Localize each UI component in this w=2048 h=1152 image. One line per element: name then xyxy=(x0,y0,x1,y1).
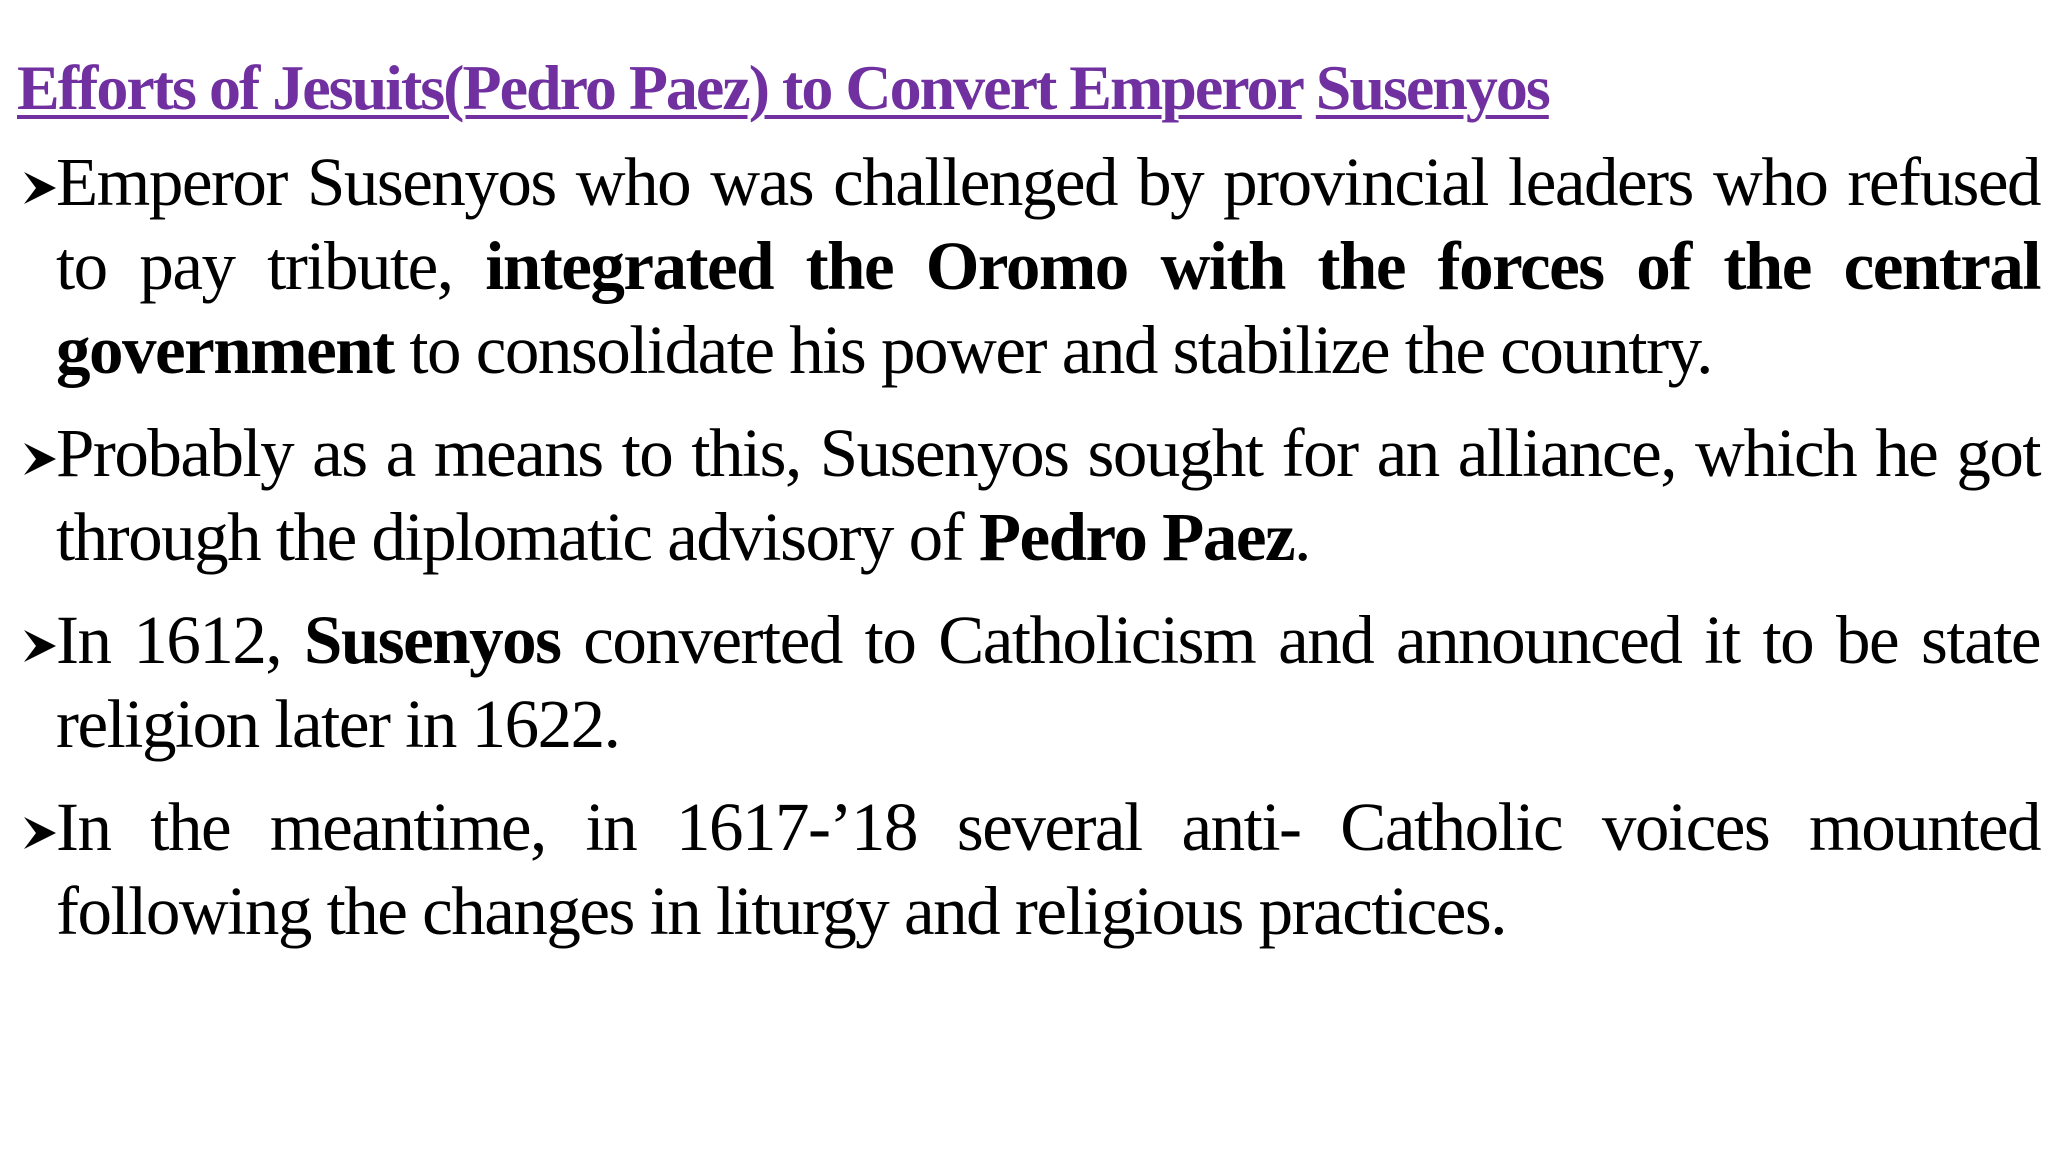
bullet-2-text-1: Probably as a means to this, Susenyos sought for an alliance, which he got through the diplomatic advisory of xyxy=(56,415,2040,575)
bullet-1-text-1: Emperor Susenyos who was challenged by provincial leaders who refused to pay tribute, xyxy=(56,144,2040,304)
bullet-item-1 xyxy=(22,140,2040,392)
bullet-item-3 xyxy=(22,598,2040,766)
slide-title-part-1: Efforts of Jesuits(Pedro Paez) to Convert Emperor xyxy=(17,52,1302,123)
slide-title-part-2: Susenyos xyxy=(1315,52,1549,123)
bullet-2-text-2: . xyxy=(1294,499,1310,575)
bullet-3-bold: Susenyos xyxy=(303,602,561,678)
bullet-item-4 xyxy=(22,785,2040,953)
bullet-item-2 xyxy=(22,411,2040,579)
slide-title xyxy=(17,48,1549,128)
bullet-list xyxy=(22,140,2040,972)
bullet-4-text-1: In the meantime, in 1617-’18 several anti- Catholic voices mounted following the changes in liturgy and religious practices. xyxy=(56,789,2040,949)
bullet-2-bold: Pedro Paez xyxy=(978,499,1295,575)
bullet-3-text-1: In 1612, xyxy=(56,602,304,678)
bullet-1-bold: integrated the Oromo with the forces of the central government xyxy=(56,228,2040,388)
bullet-3-text-2: converted to Catholicism and announced it to be state religion later in 1622. xyxy=(56,602,2040,762)
bullet-1-text-2: to consolidate his power and stabilize the country. xyxy=(393,312,1712,388)
